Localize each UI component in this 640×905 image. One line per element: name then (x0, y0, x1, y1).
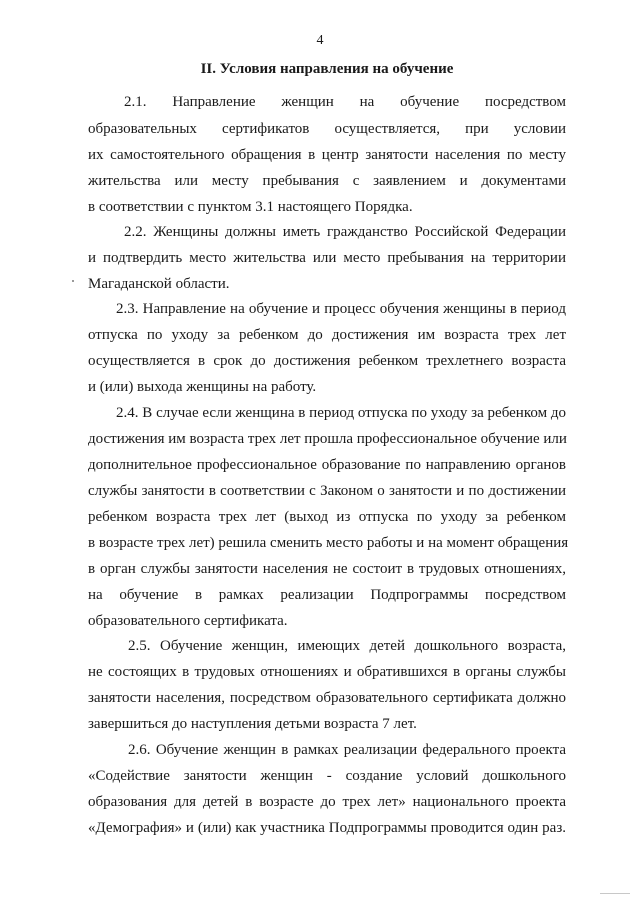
paragraph-2-1-line-3: их самостоятельного обращения в центр занятости населения по месту (88, 147, 566, 163)
paragraph-2-4-line-9: образовательного сертификата. (88, 613, 288, 629)
paragraph-2-6-line-2: «Содействие занятости женщин - создание условий дошкольного (88, 768, 566, 784)
paragraph-2-5-line-2: не состоящих в трудовых отношениях и обратившихся в органы службы (88, 664, 566, 680)
page-number: 4 (316, 33, 324, 48)
paragraph-2-4-line-5: ребенком возраста трех лет (выход из отпуска по уходу за ребенком (88, 509, 566, 525)
paragraph-2-6-line-4: «Демография» и (или) как участника Подпрограммы проводится один раз. (88, 820, 566, 836)
paragraph-2-1-line-2: образовательных сертификатов осуществляется, при условии (88, 121, 566, 137)
paragraph-2-2-line-3: Магаданской области. (88, 276, 230, 292)
scan-edge-mark (600, 893, 630, 894)
paragraph-2-6-line-1: 2.6. Обучение женщин в рамках реализации федерального проекта (128, 742, 566, 758)
paragraph-2-4-line-2: достижения им возраста трех лет прошла профессиональное обучение или (88, 431, 567, 447)
scan-speck (72, 280, 74, 282)
paragraph-2-6-line-3: образования для детей в возрасте до трех лет» национального проекта (88, 794, 566, 810)
paragraph-2-4-line-6: в возрасте трех лет) решила сменить место работы и на момент обращения (88, 535, 569, 551)
paragraph-2-5-line-3: занятости населения, посредством образовательного сертификата должно (88, 690, 566, 706)
paragraph-2-3-line-2: отпуска по уходу за ребенком до достижения им возраста трех лет (88, 327, 566, 343)
paragraph-2-3-line-1: 2.3. Направление на обучение и процесс обучения женщины в период (116, 301, 566, 317)
paragraph-2-1-line-5: в соответствии с пунктом 3.1 настоящего Порядка. (88, 199, 413, 215)
paragraph-2-4-line-8: на обучение в рамках реализации Подпрограммы посредством (88, 587, 566, 603)
paragraph-2-4-line-1: 2.4. В случае если женщина в период отпуска по уходу за ребенком до (116, 405, 566, 421)
paragraph-2-2-line-2: и подтвердить место жительства или место пребывания на территории (88, 250, 566, 266)
paragraph-2-4-line-3: дополнительное профессиональное образование по направлению органов (88, 457, 566, 473)
section-heading: II. Условия направления на обучение (200, 61, 454, 77)
paragraph-2-5-line-1: 2.5. Обучение женщин, имеющих детей дошкольного возраста, (128, 638, 566, 654)
paragraph-2-5-line-4: завершиться до наступления детьми возраста 7 лет. (88, 716, 417, 732)
paragraph-2-3-line-4: и (или) выхода женщины на работу. (88, 379, 317, 395)
paragraph-2-4-line-7: в орган службы занятости населения не состоит в трудовых отношениях, (88, 561, 566, 577)
paragraph-2-1-line-1: 2.1. Направление женщин на обучение посредством (124, 94, 566, 110)
paragraph-2-3-line-3: осуществляется в срок до достижения ребенком трехлетнего возраста (88, 353, 566, 369)
paragraph-2-1-line-4: жительства или месту пребывания с заявлением и документами (88, 173, 566, 189)
paragraph-2-4-line-4: службы занятости в соответствии с Законом о занятости и по достижении (88, 483, 566, 499)
paragraph-2-2-line-1: 2.2. Женщины должны иметь гражданство Российской Федерации (124, 224, 566, 240)
